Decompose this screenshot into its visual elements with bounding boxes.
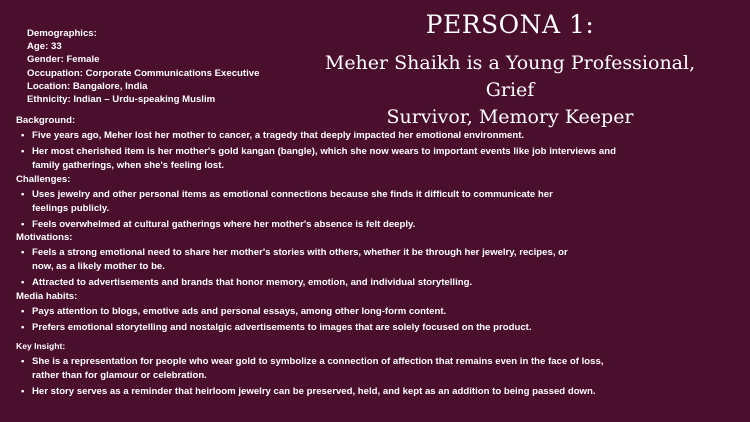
- list-item: • Pays attention to blogs, emotive ads and personal essays, among other long-form content.: [16, 305, 736, 319]
- demographics-ethnicity: Ethnicity: Indian – Urdu-speaking Muslim: [27, 94, 216, 106]
- demographics-gender: Gender: Female: [27, 54, 100, 66]
- key-insight-heading: Key Insight:: [16, 341, 66, 351]
- media-habits-section: [16, 290, 736, 337]
- challenges-list: [16, 188, 576, 231]
- media-habits-list: [16, 305, 736, 335]
- motivations-list: [16, 246, 576, 289]
- list-item: • Feels a strong emotional need to share her mother's stories with others, whether it be through her jewelry, recipes, or now, as a likely mother to be.: [16, 246, 576, 273]
- motivations-section: [16, 231, 576, 292]
- persona-subtitle-line2: Survivor, Memory Keeper: [386, 106, 634, 128]
- list-item: • Prefers emotional storytelling and nostalgic advertisements to images that are solely focused on the product.: [16, 321, 736, 335]
- demographics-location: Location: Bangalore, India: [27, 80, 148, 92]
- challenges-heading: Challenges:: [16, 174, 71, 185]
- persona-title: PERSONA 1:: [425, 10, 595, 39]
- persona-subtitle-line1: Meher Shaikh is a Young Professional, Grief: [324, 52, 696, 101]
- motivations-heading: Motivations:: [16, 232, 73, 243]
- background-section: [16, 114, 616, 175]
- list-item: • Feels overwhelmed at cultural gatherings where her mother's absence is felt deeply.: [16, 218, 576, 232]
- title-block: [300, 10, 720, 131]
- challenges-section: [16, 173, 576, 234]
- list-item: • Attracted to advertisements and brands that honor memory, emotion, and individual storytelling.: [16, 276, 576, 290]
- demographics-block: [27, 27, 259, 106]
- list-item: • She is a representation for people who wear gold to symbolize a connection of affection that remains even in the face of loss, rather than for glamour or celebration.: [16, 355, 626, 382]
- list-item: • Uses jewelry and other personal items as emotional connections because she finds it difficult to communicate her feelings publicly.: [16, 188, 576, 215]
- key-insight-section: [16, 340, 626, 401]
- demographics-heading: Demographics:: [27, 28, 97, 39]
- demographics-occupation: Occupation: Corporate Communications Executive: [27, 67, 260, 79]
- background-list: [16, 129, 616, 172]
- key-insight-list: [16, 355, 626, 398]
- media-habits-heading: Media habits:: [16, 291, 78, 302]
- list-item: • Her most cherished item is her mother's gold kangan (bangle), which she now wears to important events like job interviews and family gatherings, when she's feeling lost.: [16, 145, 616, 172]
- demographics-age: Age: 33: [27, 41, 62, 53]
- list-item: • Five years ago, Meher lost her mother to cancer, a tragedy that deeply impacted her emotional environment.: [16, 129, 616, 143]
- list-item: • Her story serves as a reminder that heirloom jewelry can be preserved, held, and kept as an addition to being passed down.: [16, 385, 626, 399]
- background-heading: Background:: [16, 115, 76, 126]
